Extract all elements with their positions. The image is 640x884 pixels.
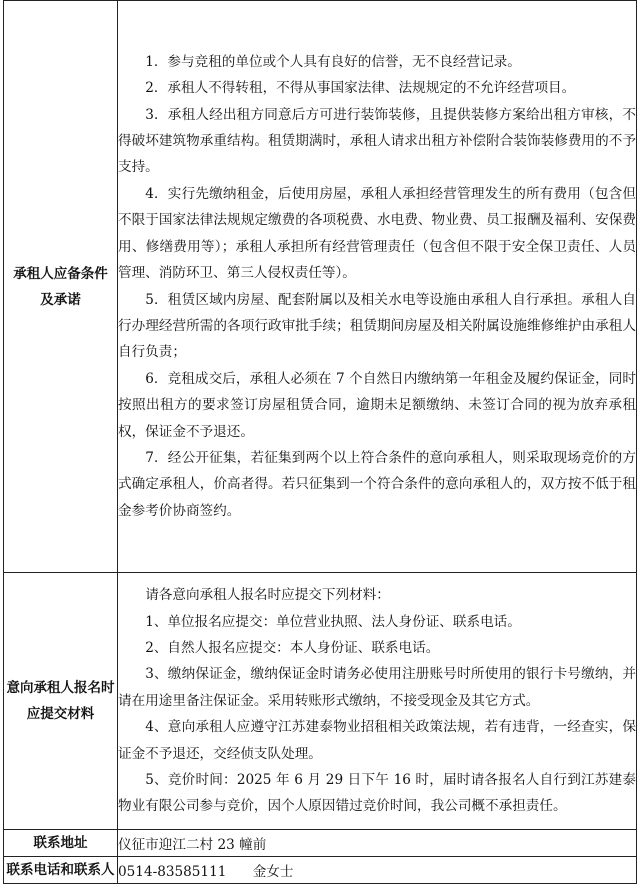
material-item-1: 1、单位报名应提交：单位营业执照、法人身份证、联系电话。 xyxy=(145,613,521,630)
condition-item-5: 5．租赁区域内房屋、配套附属以及相关水电等设施由承租人自行承担。承租人自行办理经营所需的各项行政审批手续；租赁期间房屋及相关附属设施维修维护由承租人自行负责； xyxy=(118,291,636,361)
conditions-label-line2: 及承诺 xyxy=(40,291,81,308)
condition-item-2: 2．承租人不得转租，不得从事国家法律、法规规定的不允许经营项目。 xyxy=(145,80,576,97)
material-item-4: 4、意向承租人应遵守江苏建泰物业招租相关政策法规，若有违背，一经查实，保证金不予退还，交经侦支队处理。 xyxy=(118,719,636,762)
materials-label-line1: 意向承租人报名时 xyxy=(6,680,115,696)
conditions-label-line1: 承租人应备条件 xyxy=(13,265,108,282)
conditions-row xyxy=(4,1,637,573)
contact-value xyxy=(118,857,637,884)
condition-item-3: 3．承租人经出租方同意后方可进行装饰装修，且提供装修方案给出租方审核，不得破坏建筑物承重结构。租赁期满时，承租人请求出租方补偿附合装饰装修费用的不予支持。 xyxy=(118,106,636,176)
materials-row xyxy=(4,573,637,830)
contact-phone: 0514-83585111 xyxy=(118,864,227,880)
address-row xyxy=(4,830,637,857)
conditions-label xyxy=(4,1,118,573)
announcement-table xyxy=(3,0,637,884)
condition-item-1: 1．参与竞租的单位或个人具有良好的信誉，无不良经营记录。 xyxy=(145,53,521,70)
address-value xyxy=(118,830,637,857)
contact-label: 联系电话和联系人 xyxy=(4,857,118,884)
condition-item-7: 7．经公开征集，若征集到两个以上符合条件的意向承租人，则采取现场竞价的方式确定承租人，价高者得。若只征集到一个符合条件的意向承租人的，双方按不低于租金参考价协商签约。 xyxy=(118,449,636,519)
condition-item-4: 4．实行先缴纳租金，后使用房屋，承租人承担经营管理发生的所有费用（包含但不限于国家法律法规规定缴费的各项税费、水电费、物业费、员工报酬及福利、安保费用、修缮费用等）；承租人承担所有经营管理责任（包含但不限于安全保卫责任、人员管理、消防环卫、第三人侵权责任等）。 xyxy=(118,185,636,282)
materials-label-line2: 应提交材料 xyxy=(26,706,95,722)
material-item-5: 5、竞价时间：2025 年 6 月 29 日下午 16 时，届时请各报名人自行到江苏建泰物业有限公司参与竞价，因个人原因错过竞价时间，我公司概不承担责任。 xyxy=(118,772,636,815)
address-label: 联系地址 xyxy=(4,830,118,857)
materials-content xyxy=(118,573,637,830)
contact-row xyxy=(4,857,637,884)
contact-person: 金女士 xyxy=(252,864,294,880)
material-item-3: 3、缴纳保证金，缴纳保证金时请务必使用注册账号时所使用的银行卡号缴纳，并请在用途里备注保证金。采用转账形式缴纳，不接受现金及其它方式。 xyxy=(118,666,636,709)
address-text: 仪征市迎江二村 23 幢前 xyxy=(118,837,267,853)
conditions-content xyxy=(118,1,637,573)
condition-item-6: 6．竞租成交后，承租人必须在 7 个自然日内缴纳第一年租金及履约保证金，同时按照出租方的要求签订房屋租赁合同，逾期未足额缴纳、未签订合同的视为放弃承租权，保证金不予退还。 xyxy=(118,370,636,440)
materials-label xyxy=(4,573,118,830)
material-item-2: 2、自然人报名应提交：本人身份证、联系电话。 xyxy=(145,639,440,656)
materials-intro: 请各意向承租人报名时应提交下列材料： xyxy=(145,587,390,604)
